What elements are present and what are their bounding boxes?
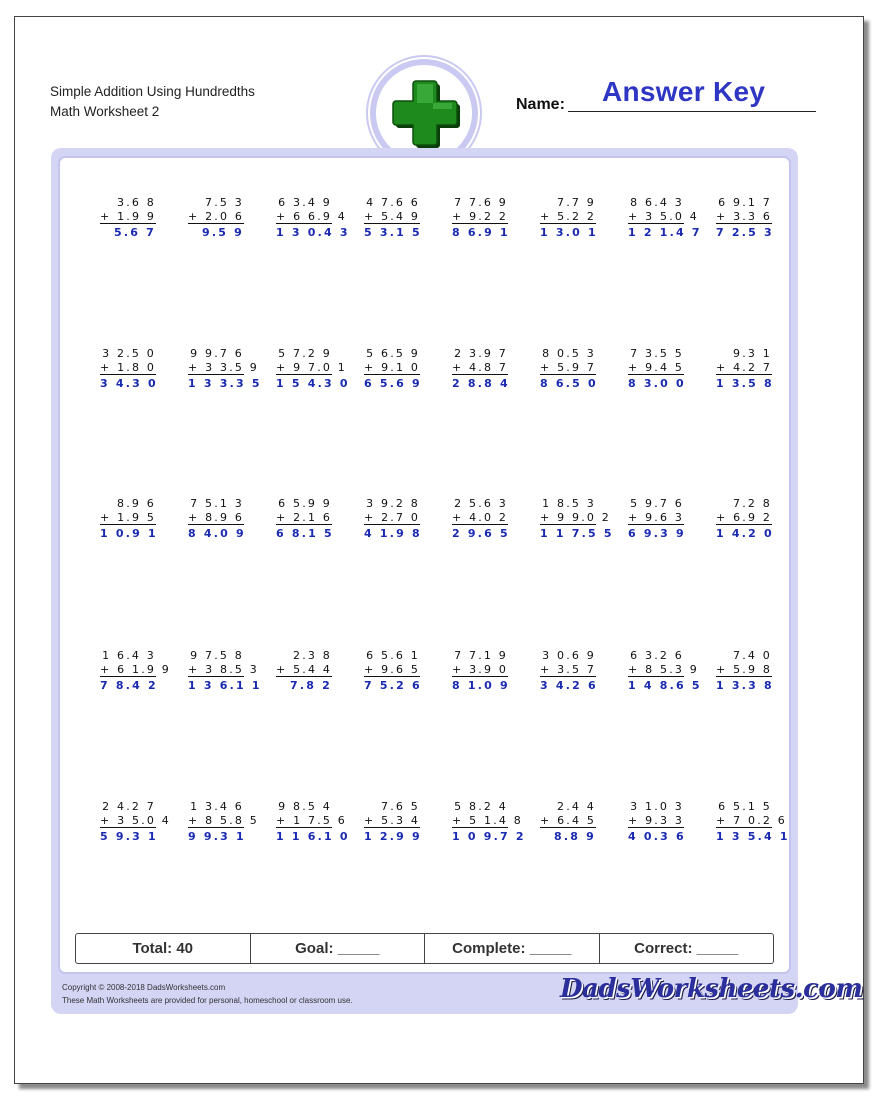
addition-problem	[452, 196, 508, 240]
addition-problem	[276, 497, 332, 541]
addend-top: 7 3.5 5	[630, 347, 684, 360]
answer: 7 2.5 3	[716, 226, 774, 239]
addend-top: 6 5.9 9	[278, 497, 332, 510]
answer: 1 0.9 1	[100, 527, 158, 540]
addition-problem	[716, 497, 772, 541]
addition-problem	[540, 497, 614, 541]
answer: 7 5.2 6	[364, 679, 422, 692]
addend-top: 9 9.7 6	[190, 347, 244, 360]
addition-problem	[276, 347, 350, 391]
addend-top: 5 9.7 6	[630, 497, 684, 510]
addition-problem	[716, 800, 790, 844]
addend-bottom: + 3 8.5 3	[188, 663, 259, 676]
answer: 7 8.4 2	[100, 679, 158, 692]
answer: 1 3 0.4 3	[276, 226, 350, 239]
addend-bottom: + 3.9 0	[452, 663, 509, 676]
addition-problem	[628, 196, 702, 240]
answer: 1 3.5 8	[716, 377, 774, 390]
worksheet-title: Simple Addition Using Hundredths	[50, 84, 255, 99]
addition-problem	[188, 649, 262, 693]
addend-bottom: + 8 5.8 5	[188, 814, 259, 827]
addend-top: 7.4 0	[733, 649, 772, 662]
addend-top: 7 5.1 3	[190, 497, 244, 510]
addition-problem	[100, 800, 171, 844]
addition-problem	[540, 196, 596, 240]
answer: 9.5 9	[202, 226, 244, 239]
addition-problem	[452, 497, 508, 541]
answer: 1 1 6.1 0	[276, 830, 350, 843]
addend-bottom: + 1.9 5	[100, 511, 157, 524]
addend-bottom: + 3 5.0 4	[100, 814, 171, 827]
problems-frame-inner	[58, 156, 791, 974]
addend-top: 7.7 9	[557, 196, 596, 209]
addition-problem	[276, 196, 350, 240]
answer: 8 6.5 0	[540, 377, 598, 390]
addend-top: 3 0.6 9	[542, 649, 596, 662]
answer: 1 3 5.4 1	[716, 830, 790, 843]
answer: 2 9.6 5	[452, 527, 510, 540]
addition-problem	[100, 497, 156, 541]
answer: 7.8 2	[290, 679, 332, 692]
addend-bottom: + 3.3 6	[716, 210, 773, 223]
addend-top: 9 8.5 4	[278, 800, 332, 813]
answer: 5 3.1 5	[364, 226, 422, 239]
answer: 1 3.0 1	[540, 226, 598, 239]
addition-problem	[628, 649, 702, 693]
addend-bottom: + 6.4 5	[540, 814, 597, 827]
answer: 1 3.3 8	[716, 679, 774, 692]
addend-top: 7.6 5	[381, 800, 420, 813]
answer: 6 8.1 5	[276, 527, 334, 540]
addend-bottom: + 9.4 5	[628, 361, 685, 374]
addend-bottom: + 5.9 8	[716, 663, 773, 676]
answer: 5.6 7	[114, 226, 156, 239]
answer: 1 2.9 9	[364, 830, 422, 843]
addend-bottom: + 5 1.4 8	[452, 814, 523, 827]
addition-problem	[628, 800, 684, 844]
addend-top: 9.3 1	[733, 347, 772, 360]
answer: 1 4.2 0	[716, 527, 774, 540]
addend-bottom: + 9.2 2	[452, 210, 509, 223]
addend-top: 4 7.6 6	[366, 196, 420, 209]
copyright-text: Copyright © 2008-2018 DadsWorksheets.com	[62, 983, 226, 992]
answer: 1 5 4.3 0	[276, 377, 350, 390]
addition-problem	[540, 649, 596, 693]
addend-bottom: + 9.6 3	[628, 511, 685, 524]
addend-bottom: + 6 1.9 9	[100, 663, 171, 676]
addition-problem	[628, 347, 684, 391]
addend-bottom: + 4.2 7	[716, 361, 773, 374]
addition-problem	[716, 347, 772, 391]
answer: 8 3.0 0	[628, 377, 686, 390]
addend-bottom: + 5.3 4	[364, 814, 421, 827]
complete-cell: Complete: _____	[425, 934, 600, 963]
addition-problem	[188, 497, 244, 541]
answer: 4 1.9 8	[364, 527, 422, 540]
addend-bottom: + 9.1 0	[364, 361, 421, 374]
addend-bottom: + 8 5.3 9	[628, 663, 699, 676]
addition-problem	[276, 649, 332, 693]
addend-top: 6 9.1 7	[718, 196, 772, 209]
addition-problem	[452, 800, 526, 844]
answer: 9 9.3 1	[188, 830, 246, 843]
addition-problem	[100, 649, 171, 693]
answer: 3 4.2 6	[540, 679, 598, 692]
addend-top: 3 1.0 3	[630, 800, 684, 813]
addend-bottom: + 7 0.2 6	[716, 814, 787, 827]
addend-bottom: + 1 7.5 6	[276, 814, 347, 827]
answer: 3 4.3 0	[100, 377, 158, 390]
addend-top: 2.3 8	[293, 649, 332, 662]
addend-top: 2.4 4	[557, 800, 596, 813]
worksheet-title-block	[50, 82, 255, 122]
addition-problem	[188, 196, 244, 240]
addend-bottom: + 5.4 4	[276, 663, 333, 676]
answer: 1 0 9.7 2	[452, 830, 526, 843]
addend-top: 6 3.2 6	[630, 649, 684, 662]
addend-top: 1 6.4 3	[102, 649, 156, 662]
answer: 4 0.3 6	[628, 830, 686, 843]
worksheet-subtitle: Math Worksheet 2	[50, 104, 160, 119]
addend-top: 6 5.1 5	[718, 800, 772, 813]
answer: 1 3 3.3 5	[188, 377, 262, 390]
answer: 2 8.8 4	[452, 377, 510, 390]
addend-top: 2 5.6 3	[454, 497, 508, 510]
addend-top: 2 4.2 7	[102, 800, 156, 813]
addition-problem	[276, 800, 350, 844]
addend-bottom: + 9 9.0 2	[540, 511, 611, 524]
brand-logo: DadsWorksheets.com	[560, 974, 863, 1004]
addend-top: 6 3.4 9	[278, 196, 332, 209]
addend-bottom: + 5.9 7	[540, 361, 597, 374]
addend-top: 3 2.5 0	[102, 347, 156, 360]
addition-problem	[100, 347, 156, 391]
addition-problem	[188, 347, 262, 391]
addend-top: 7.2 8	[733, 497, 772, 510]
addition-problem	[540, 347, 596, 391]
addend-bottom: + 2.1 6	[276, 511, 333, 524]
addend-bottom: + 4.0 2	[452, 511, 509, 524]
addition-problem	[364, 347, 420, 391]
addend-top: 7 7.6 9	[454, 196, 508, 209]
answer: 8.8 9	[554, 830, 596, 843]
goal-cell: Goal: _____	[251, 934, 426, 963]
addend-top: 5 7.2 9	[278, 347, 332, 360]
addend-top: 7.5 3	[205, 196, 244, 209]
addend-bottom: + 3 5.0 4	[628, 210, 699, 223]
addition-problem	[100, 196, 156, 240]
addend-bottom: + 9 7.0 1	[276, 361, 347, 374]
name-label: Name:	[516, 96, 565, 113]
addend-bottom: + 9.3 3	[628, 814, 685, 827]
addend-top: 3 9.2 8	[366, 497, 420, 510]
addend-bottom: + 6 6.9 4	[276, 210, 347, 223]
addend-bottom: + 8.9 6	[188, 511, 245, 524]
addend-top: 3.6 8	[117, 196, 156, 209]
addition-problem	[628, 497, 684, 541]
addend-bottom: + 2.7 0	[364, 511, 421, 524]
addend-top: 6 5.6 1	[366, 649, 420, 662]
total-cell: Total: 40	[76, 934, 251, 963]
addend-top: 1 3.4 6	[190, 800, 244, 813]
answer: 1 1 7.5 5	[540, 527, 614, 540]
addition-problem	[364, 649, 420, 693]
addition-problem	[364, 497, 420, 541]
answer: 6 5.6 9	[364, 377, 422, 390]
addend-top: 8.9 6	[117, 497, 156, 510]
addend-top: 2 3.9 7	[454, 347, 508, 360]
addend-top: 5 6.5 9	[366, 347, 420, 360]
score-summary-bar	[75, 933, 774, 964]
correct-cell: Correct: _____	[634, 940, 739, 957]
addend-bottom: + 3.5 7	[540, 663, 597, 676]
addition-problem	[540, 800, 596, 844]
addend-bottom: + 4.8 7	[452, 361, 509, 374]
addition-problem	[452, 347, 508, 391]
answer: 1 3 6.1 1	[188, 679, 262, 692]
addition-problem	[716, 196, 772, 240]
addend-bottom: + 5.2 2	[540, 210, 597, 223]
answer-key-label: Answer Key	[602, 76, 766, 107]
answer: 8 6.9 1	[452, 226, 510, 239]
addend-bottom: + 2.0 6	[188, 210, 245, 223]
name-line	[568, 111, 816, 112]
addend-top: 1 8.5 3	[542, 497, 596, 510]
answer: 1 4 8.6 5	[628, 679, 702, 692]
answer: 1 2 1.4 7	[628, 226, 702, 239]
name-field-block	[516, 72, 836, 116]
addend-top: 7 7.1 9	[454, 649, 508, 662]
usage-notice: These Math Worksheets are provided for personal, homeschool or classroom use.	[62, 996, 353, 1005]
addend-bottom: + 6.9 2	[716, 511, 773, 524]
addition-problem	[364, 800, 420, 844]
addend-bottom: + 1.9 9	[100, 210, 157, 223]
addend-top: 8 6.4 3	[630, 196, 684, 209]
addend-bottom: + 5.4 9	[364, 210, 421, 223]
answer: 8 1.0 9	[452, 679, 510, 692]
answer: 8 4.0 9	[188, 527, 246, 540]
addend-bottom: + 3 3.5 9	[188, 361, 259, 374]
addend-top: 5 8.2 4	[454, 800, 508, 813]
answer: 6 9.3 9	[628, 527, 686, 540]
addition-problem	[188, 800, 259, 844]
addition-problem	[716, 649, 772, 693]
copyright-block	[62, 981, 353, 1007]
answer: 5 9.3 1	[100, 830, 158, 843]
addition-problem	[452, 649, 508, 693]
addend-bottom: + 1.8 0	[100, 361, 157, 374]
addition-problem	[364, 196, 420, 240]
addend-top: 9 7.5 8	[190, 649, 244, 662]
addend-top: 8 0.5 3	[542, 347, 596, 360]
addend-bottom: + 9.6 5	[364, 663, 421, 676]
